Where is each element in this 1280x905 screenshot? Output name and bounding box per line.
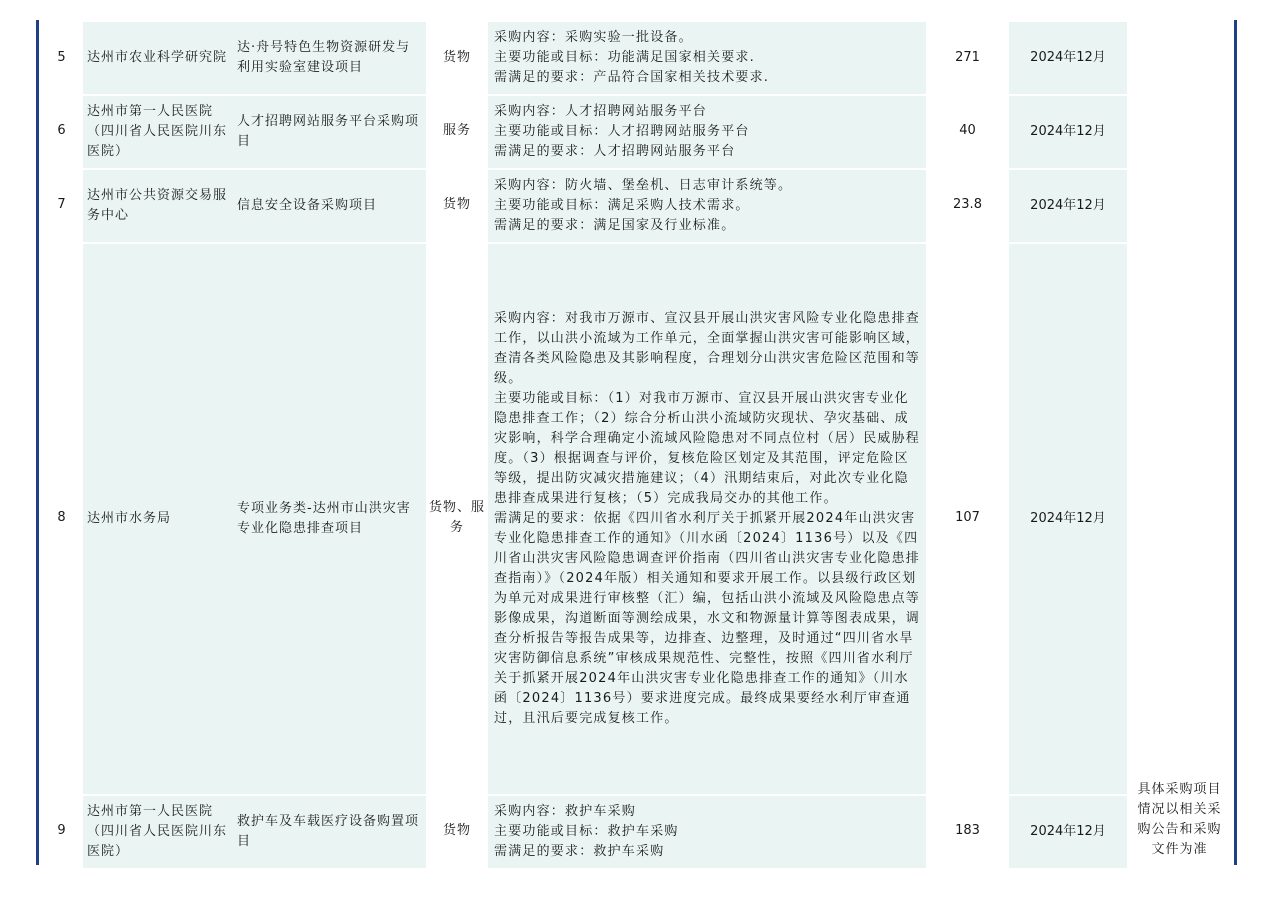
procurement-table	[40, 22, 1232, 868]
purchaser-org: 达州市农业科学研究院	[83, 22, 233, 94]
table-row	[40, 94, 1232, 168]
budget-amount: 271	[955, 50, 980, 65]
procurement-description	[488, 94, 926, 168]
project-name: 专项业务类-达州市山洪灾害专业化隐患排查项目	[233, 242, 426, 794]
planned-date: 2024年12月	[1009, 168, 1127, 242]
desc-requirement: 需满足的要求：依据《四川省水利厅关于抓紧开展2024年山洪灾害专业化隐患排查工作的通知》（川水函〔2024〕1136号）以及《四川省山洪灾害风险隐患调查评价指南（四川省山洪灾害专业化隐患排查指南）》（2024年版）相关通知和要求开展工作。以县级行政区划为单元对成果进行审核整（汇）编，包括山洪小流域及风险隐患点等影像成果，沟道断面等测绘成果，水文和物源量计算等图表成果，调查分析报告等报告成果等，边排查、边整理，及时通过“四川省水旱灾害防御信息系统”审核成果规范性、完整性，按照《四川省水利厅关于抓紧开展2024年山洪灾害专业化隐患排查工作的通知》（川水函〔2024〕1136号）要求进度完成。最终成果要经水利厅审查通过，且汛后要完成复核工作。	[494, 511, 921, 726]
row-index: 5	[57, 50, 66, 65]
budget-amount: 23.8	[953, 197, 982, 212]
purchaser-org: 达州市第一人民医院（四川省人民医院川东医院）	[83, 94, 233, 168]
desc-goal: 主要功能或目标：满足采购人技术需求。	[494, 198, 750, 213]
remarks-text: 具体采购项目情况以相关采购公告和采购文件为准	[1137, 782, 1222, 857]
procurement-type: 货物	[442, 197, 471, 212]
row-index: 6	[57, 123, 66, 138]
budget-amount: 107	[955, 510, 980, 525]
procurement-description	[488, 794, 926, 868]
project-name: 达·舟号特色生物资源研发与利用实验室建设项目	[233, 22, 426, 94]
procurement-type: 服务	[442, 123, 471, 138]
project-name: 人才招聘网站服务平台采购项目	[233, 94, 426, 168]
procurement-description	[488, 168, 926, 242]
desc-content: 采购内容：防火墙、堡垒机、日志审计系统等。	[494, 178, 793, 193]
procurement-description	[488, 242, 926, 794]
planned-date: 2024年12月	[1009, 22, 1127, 94]
planned-date: 2024年12月	[1009, 794, 1127, 868]
desc-goal: 主要功能或目标：功能满足国家相关要求.	[494, 50, 755, 65]
desc-content: 采购内容：采购实验一批设备。	[494, 30, 693, 45]
remarks-cell	[1127, 22, 1232, 868]
table-row	[40, 242, 1232, 794]
budget-amount: 183	[955, 823, 980, 838]
table-row	[40, 168, 1232, 242]
desc-requirement: 需满足的要求：人才招聘网站服务平台	[494, 144, 736, 159]
desc-goal: 主要功能或目标：人才招聘网站服务平台	[494, 124, 750, 139]
project-name: 救护车及车载医疗设备购置项目	[233, 794, 426, 868]
procurement-type: 货物	[442, 823, 471, 838]
purchaser-org: 达州市水务局	[83, 242, 233, 794]
desc-requirement: 需满足的要求：满足国家及行业标准。	[494, 218, 736, 233]
purchaser-org: 达州市第一人民医院（四川省人民医院川东医院）	[83, 794, 233, 868]
desc-requirement: 需满足的要求：救护车采购	[494, 844, 665, 859]
desc-content: 采购内容：对我市万源市、宣汉县开展山洪灾害风险专业化隐患排查工作，以山洪小流域为工作单元，全面掌握山洪灾害可能影响区域，查清各类风险隐患及其影响程度，合理划分山洪灾害危险区范围和等级。	[494, 311, 921, 386]
purchaser-org: 达州市公共资源交易服务中心	[83, 168, 233, 242]
procurement-type: 货物、服务	[428, 500, 485, 535]
desc-content: 采购内容：人才招聘网站服务平台	[494, 104, 708, 119]
procurement-type: 货物	[442, 50, 471, 65]
desc-goal: 主要功能或目标：救护车采购	[494, 824, 679, 839]
project-name: 信息安全设备采购项目	[233, 168, 426, 242]
budget-amount: 40	[959, 123, 976, 138]
row-index: 8	[57, 510, 66, 525]
row-index: 9	[57, 823, 66, 838]
table-row	[40, 22, 1232, 94]
desc-goal: 主要功能或目标：（1）对我市万源市、宣汉县开展山洪灾害专业化隐患排查工作；（2）综合分析山洪小流域防灾现状、孕灾基础、成灾影响，科学合理确定小流域风险隐患对不同点位村（居）民威胁程度。（3）根据调查与评价，复核危险区划定及其范围，评定危险区等级，提出防灾减灾措施建议；（4）汛期结束后，对此次专业化隐患排查成果进行复核；（5）完成我局交办的其他工作。	[494, 391, 921, 506]
procurement-description	[488, 22, 926, 94]
desc-requirement: 需满足的要求：产品符合国家相关技术要求.	[494, 70, 770, 85]
row-index: 7	[57, 197, 66, 212]
planned-date: 2024年12月	[1009, 242, 1127, 794]
right-border-rule	[1234, 20, 1237, 865]
planned-date: 2024年12月	[1009, 94, 1127, 168]
table-row	[40, 794, 1232, 868]
desc-content: 采购内容：救护车采购	[494, 804, 637, 819]
left-border-rule	[36, 20, 39, 865]
